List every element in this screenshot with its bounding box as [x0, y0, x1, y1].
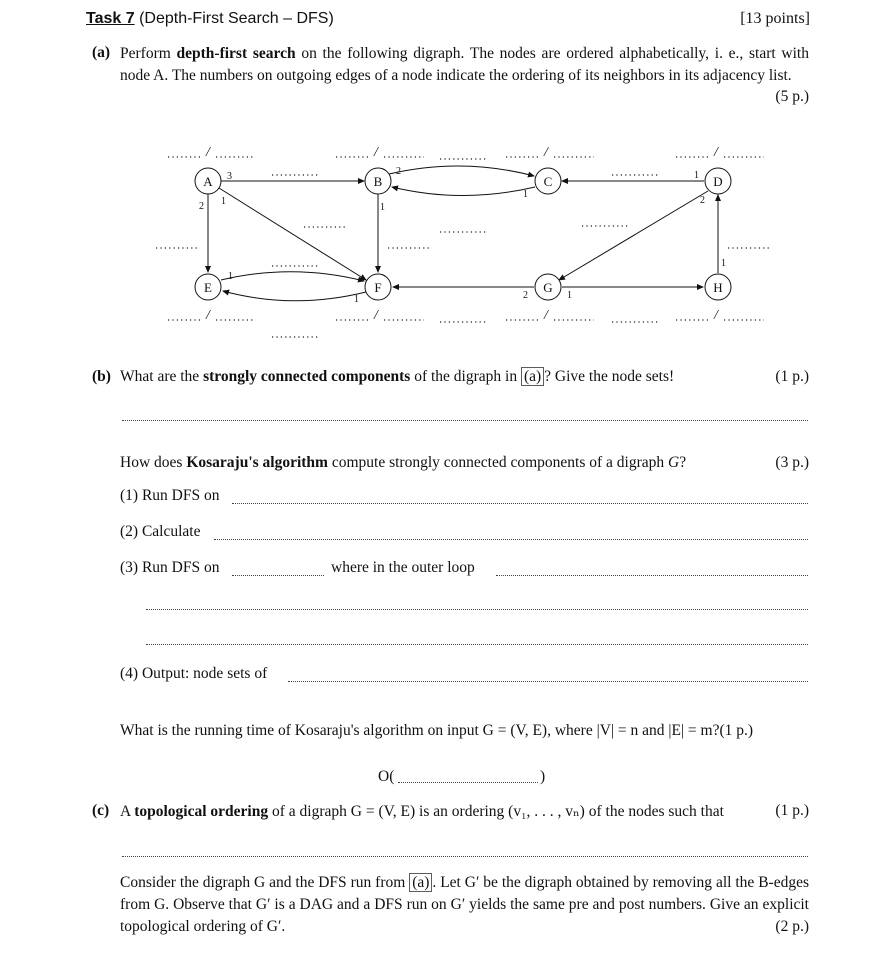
- node-h-label: H: [713, 280, 723, 295]
- svg-text:1: 1: [380, 202, 385, 213]
- part-b-q3: What is the running time of Kosaraju's algorithm on input G = (V, E), where |V| = n and |E| = m?(1 p.): [120, 722, 754, 739]
- node-e-label: E: [204, 280, 212, 295]
- answer-line-step-2[interactable]: [214, 539, 808, 540]
- part-b-label: (b): [92, 368, 111, 385]
- part-c-q2: Consider the digraph G and the DFS run from (a) . Let G′ be the digraph obtained by removing all the B-edges from G. Observe that G′ is a DAG and a DFS run on G′ yields the same pre and post numbers. Give an explicit topological ordering of G′.: [120, 874, 809, 935]
- node-g-label: G: [543, 280, 553, 295]
- edge-f-e: [223, 291, 366, 301]
- svg-text:1: 1: [228, 271, 233, 282]
- svg-text:1: 1: [221, 196, 226, 207]
- svg-text:1: 1: [721, 258, 726, 269]
- answer-line-topo-def[interactable]: [122, 856, 808, 857]
- svg-text:/: /: [544, 308, 548, 323]
- svg-text:/: /: [714, 145, 718, 160]
- node-b-label: B: [373, 174, 383, 189]
- svg-text:/: /: [206, 308, 210, 323]
- answer-line-step-4[interactable]: [288, 681, 808, 682]
- node-c-label: C: [543, 174, 553, 189]
- edge-a-f: [219, 188, 366, 280]
- part-b-q2: How does Kosaraju's algorithm compute strongly connected components of a digraph G?: [120, 454, 687, 471]
- task-points: [13 points]: [740, 10, 810, 27]
- svg-text:2: 2: [523, 290, 528, 301]
- node-d-label: D: [713, 174, 723, 189]
- svg-text:1: 1: [694, 170, 699, 181]
- edge-e-f: [221, 272, 364, 281]
- bigo-close: ): [540, 768, 546, 785]
- svg-text:2: 2: [700, 195, 705, 206]
- part-c-q2-points: (2 p.): [775, 918, 809, 935]
- step-3-mid: where in the outer loop: [331, 559, 475, 576]
- node-a-label: A: [203, 174, 213, 189]
- edge-b-c: [389, 166, 534, 176]
- svg-text:3: 3: [227, 171, 232, 182]
- svg-text:/: /: [374, 308, 378, 323]
- edge-c-b: [392, 187, 535, 196]
- bigo-open: O(: [378, 768, 395, 785]
- part-b-q2-points: (3 p.): [775, 454, 809, 471]
- part-b-q1-points: (1 p.): [775, 368, 809, 385]
- digraph: [0, 0, 896, 360]
- svg-text:/: /: [206, 145, 210, 160]
- answer-line-runtime[interactable]: [398, 782, 538, 783]
- part-a-points: (5 p.): [775, 88, 809, 105]
- svg-text:1: 1: [354, 294, 359, 305]
- part-a-label: (a): [92, 44, 111, 61]
- svg-text:/: /: [714, 308, 718, 323]
- svg-text:2: 2: [199, 201, 204, 212]
- svg-text:1: 1: [523, 189, 528, 200]
- part-c-q1: A topological ordering of a digraph G = (V, E) is an ordering (v₁, . . . , vₙ) of the nodes such that: [120, 803, 724, 820]
- svg-text:/: /: [544, 145, 548, 160]
- answer-line-step-3c[interactable]: [146, 609, 808, 610]
- part-c-label: (c): [92, 802, 110, 819]
- step-3-label: (3) Run DFS on: [120, 559, 220, 576]
- answer-line-step-3b[interactable]: [496, 575, 808, 576]
- answer-line-step-1[interactable]: [232, 503, 808, 504]
- step-1-label: (1) Run DFS on: [120, 487, 220, 504]
- svg-text:/: /: [374, 145, 378, 160]
- step-2-label: (2) Calculate: [120, 523, 201, 540]
- svg-text:1: 1: [567, 290, 572, 301]
- part-b-q1: What are the strongly connected components of the digraph in (a) ? Give the node sets!: [120, 368, 675, 385]
- answer-line-step-3a[interactable]: [232, 575, 324, 576]
- node-f-label: F: [374, 280, 382, 295]
- task-subtitle: (Depth-First Search – DFS): [134, 10, 334, 27]
- edge-d-g: [559, 191, 708, 280]
- ref-part-a-2: (a): [409, 873, 432, 892]
- answer-line-step-3d[interactable]: [146, 644, 808, 645]
- ref-part-a: (a): [521, 367, 544, 386]
- svg-text:2: 2: [396, 166, 401, 177]
- step-4-label: (4) Output: node sets of: [120, 665, 268, 682]
- task-label: Task 7: [86, 10, 135, 27]
- answer-line-scc[interactable]: [122, 420, 808, 421]
- part-c-q1-points: (1 p.): [775, 802, 809, 819]
- part-a-text: Perform depth-first search on the following digraph. The nodes are ordered alphabetically, i. e., start with node A. The numbers on outgoing edges of a node indicate the ordering of its neighbors in its adjacency list.: [120, 45, 809, 84]
